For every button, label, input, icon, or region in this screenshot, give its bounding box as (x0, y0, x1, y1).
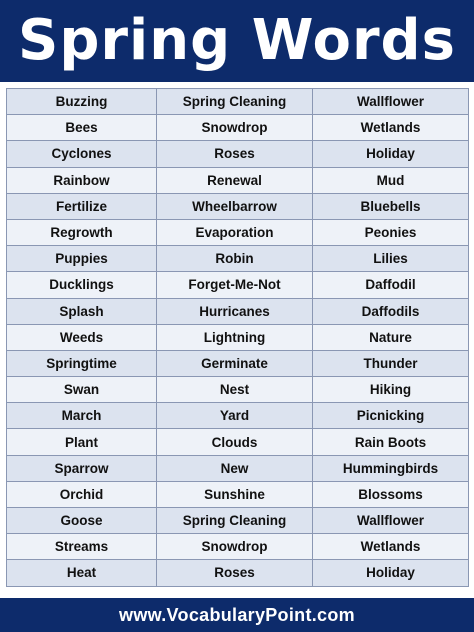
word-cell: Nest (157, 377, 313, 403)
word-cell: Lilies (313, 246, 469, 272)
word-cell: Puppies (7, 246, 157, 272)
word-cell: Wallflower (313, 508, 469, 534)
word-cell: Hummingbirds (313, 455, 469, 481)
word-cell: Orchid (7, 481, 157, 507)
table-row (7, 481, 469, 507)
table-row (7, 324, 469, 350)
word-cell: Picnicking (313, 403, 469, 429)
word-cell: Ducklings (7, 272, 157, 298)
footer-banner (0, 598, 474, 632)
word-cell: Springtime (7, 350, 157, 376)
table-row (7, 403, 469, 429)
word-cell: Plant (7, 429, 157, 455)
table-row (7, 89, 469, 115)
word-table-container (0, 82, 474, 598)
word-cell: Clouds (157, 429, 313, 455)
table-row (7, 246, 469, 272)
word-cell: Lightning (157, 324, 313, 350)
word-cell: Evaporation (157, 219, 313, 245)
word-cell: Daffodil (313, 272, 469, 298)
word-cell: Daffodils (313, 298, 469, 324)
word-cell: Spring Cleaning (157, 89, 313, 115)
word-cell: Wheelbarrow (157, 193, 313, 219)
word-cell: Buzzing (7, 89, 157, 115)
word-cell: Splash (7, 298, 157, 324)
word-cell: Holiday (313, 141, 469, 167)
word-cell: Sunshine (157, 481, 313, 507)
word-cell: Forget-Me-Not (157, 272, 313, 298)
table-row (7, 141, 469, 167)
table-row (7, 508, 469, 534)
word-table-body (7, 89, 469, 587)
word-cell: Roses (157, 141, 313, 167)
word-cell: New (157, 455, 313, 481)
word-cell: Cyclones (7, 141, 157, 167)
table-row (7, 560, 469, 586)
word-cell: Snowdrop (157, 115, 313, 141)
website-url: www.VocabularyPoint.com (119, 604, 355, 625)
title-banner (0, 0, 474, 80)
table-row (7, 167, 469, 193)
table-row (7, 298, 469, 324)
word-cell: Sparrow (7, 455, 157, 481)
word-table (6, 88, 469, 587)
word-cell: Nature (313, 324, 469, 350)
word-cell: Yard (157, 403, 313, 429)
table-row (7, 429, 469, 455)
word-cell: Rainbow (7, 167, 157, 193)
word-cell: Spring Cleaning (157, 508, 313, 534)
word-cell: Rain Boots (313, 429, 469, 455)
table-row (7, 350, 469, 376)
table-row (7, 219, 469, 245)
word-cell: Goose (7, 508, 157, 534)
word-cell: Wetlands (313, 115, 469, 141)
word-cell: Fertilize (7, 193, 157, 219)
table-row (7, 377, 469, 403)
word-cell: Snowdrop (157, 534, 313, 560)
word-cell: Regrowth (7, 219, 157, 245)
word-cell: Blossoms (313, 481, 469, 507)
word-cell: Hurricanes (157, 298, 313, 324)
word-cell: Wetlands (313, 534, 469, 560)
table-row (7, 455, 469, 481)
word-cell: Streams (7, 534, 157, 560)
table-row (7, 534, 469, 560)
word-cell: Heat (7, 560, 157, 586)
word-cell: Roses (157, 560, 313, 586)
word-cell: Renewal (157, 167, 313, 193)
word-cell: Bees (7, 115, 157, 141)
word-cell: Mud (313, 167, 469, 193)
word-cell: Peonies (313, 219, 469, 245)
table-row (7, 115, 469, 141)
word-cell: Weeds (7, 324, 157, 350)
word-cell: Hiking (313, 377, 469, 403)
word-cell: Swan (7, 377, 157, 403)
word-cell: March (7, 403, 157, 429)
table-row (7, 272, 469, 298)
word-cell: Holiday (313, 560, 469, 586)
word-cell: Robin (157, 246, 313, 272)
word-cell: Germinate (157, 350, 313, 376)
word-cell: Bluebells (313, 193, 469, 219)
page-title: Spring Words (18, 8, 456, 73)
word-cell: Wallflower (313, 89, 469, 115)
table-row (7, 193, 469, 219)
word-cell: Thunder (313, 350, 469, 376)
